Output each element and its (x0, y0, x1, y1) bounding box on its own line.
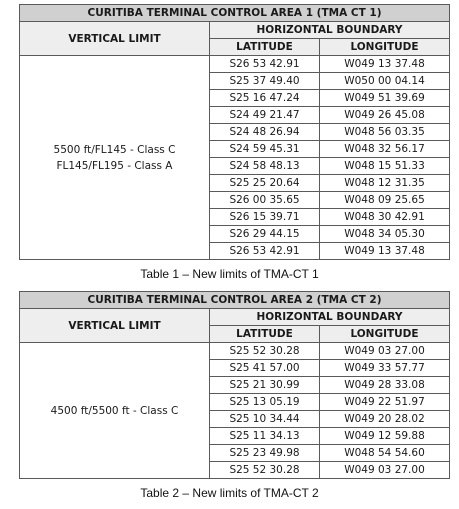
latitude-cell: S25 52 30.28 (210, 462, 320, 479)
table-row (20, 343, 450, 360)
latitude-cell: S25 13 05.19 (210, 394, 320, 411)
latitude-cell: S25 52 30.28 (210, 343, 320, 360)
longitude-cell: W049 33 57.77 (320, 360, 450, 377)
tma-ct1-table (19, 4, 450, 260)
table-caption: Table 1 – New limits of TMA-CT 1 (140, 267, 319, 281)
horizontal-boundary-header: HORIZONTAL BOUNDARY (210, 309, 450, 326)
longitude-cell: W049 28 33.08 (320, 377, 450, 394)
latitude-cell: S24 48 26.94 (210, 124, 320, 141)
longitude-header: LONGITUDE (320, 326, 450, 343)
table-body (20, 343, 450, 479)
longitude-cell: W049 03 27.00 (320, 343, 450, 360)
longitude-cell: W048 30 42.91 (320, 209, 450, 226)
longitude-cell: W048 32 56.17 (320, 141, 450, 158)
longitude-cell: W048 56 03.35 (320, 124, 450, 141)
latitude-cell: S24 58 48.13 (210, 158, 320, 175)
vertical-limit-header: VERTICAL LIMIT (20, 22, 210, 56)
longitude-cell: W049 22 51.97 (320, 394, 450, 411)
longitude-header: LONGITUDE (320, 39, 450, 56)
latitude-cell: S26 15 39.71 (210, 209, 320, 226)
vertical-limit-line: 4500 ft/5500 ft - Class C (50, 404, 179, 417)
longitude-cell: W048 15 51.33 (320, 158, 450, 175)
latitude-cell: S25 21 30.99 (210, 377, 320, 394)
longitude-cell: W049 13 37.48 (320, 56, 450, 73)
longitude-cell: W050 00 04.14 (320, 73, 450, 90)
longitude-cell: W049 13 37.48 (320, 243, 450, 260)
longitude-cell: W049 12 59.88 (320, 428, 450, 445)
longitude-cell: W049 03 27.00 (320, 462, 450, 479)
vertical-limit-line: FL145/FL195 - Class A (56, 159, 173, 172)
latitude-cell: S24 59 45.31 (210, 141, 320, 158)
latitude-cell: S26 53 42.91 (210, 56, 320, 73)
table-body (20, 56, 450, 260)
latitude-header: LATITUDE (210, 326, 320, 343)
horizontal-boundary-header: HORIZONTAL BOUNDARY (210, 22, 450, 39)
tma-ct2-table (19, 291, 450, 479)
latitude-cell: S25 25 20.64 (210, 175, 320, 192)
longitude-cell: W048 54 54.60 (320, 445, 450, 462)
latitude-cell: S25 16 47.24 (210, 90, 320, 107)
latitude-header: LATITUDE (210, 39, 320, 56)
longitude-cell: W049 20 28.02 (320, 411, 450, 428)
latitude-cell: S25 11 34.13 (210, 428, 320, 445)
longitude-cell: W048 09 25.65 (320, 192, 450, 209)
table-row (20, 56, 450, 73)
table-title: CURITIBA TERMINAL CONTROL AREA 2 (TMA CT 2) (20, 292, 450, 309)
longitude-cell: W049 26 45.08 (320, 107, 450, 124)
latitude-cell: S26 29 44.15 (210, 226, 320, 243)
latitude-cell: S26 53 42.91 (210, 243, 320, 260)
vertical-limit-cell (20, 56, 210, 260)
vertical-limit-cell (20, 343, 210, 479)
latitude-cell: S24 49 21.47 (210, 107, 320, 124)
table-title: CURITIBA TERMINAL CONTROL AREA 1 (TMA CT 1) (20, 5, 450, 22)
table-caption: Table 2 – New limits of TMA-CT 2 (140, 486, 319, 500)
vertical-limit-header: VERTICAL LIMIT (20, 309, 210, 343)
latitude-cell: S25 41 57.00 (210, 360, 320, 377)
longitude-cell: W048 34 05.30 (320, 226, 450, 243)
latitude-cell: S25 23 49.98 (210, 445, 320, 462)
vertical-limit-line: 5500 ft/FL145 - Class C (53, 143, 176, 156)
longitude-cell: W049 51 39.69 (320, 90, 450, 107)
latitude-cell: S26 00 35.65 (210, 192, 320, 209)
longitude-cell: W048 12 31.35 (320, 175, 450, 192)
latitude-cell: S25 37 49.40 (210, 73, 320, 90)
latitude-cell: S25 10 34.44 (210, 411, 320, 428)
